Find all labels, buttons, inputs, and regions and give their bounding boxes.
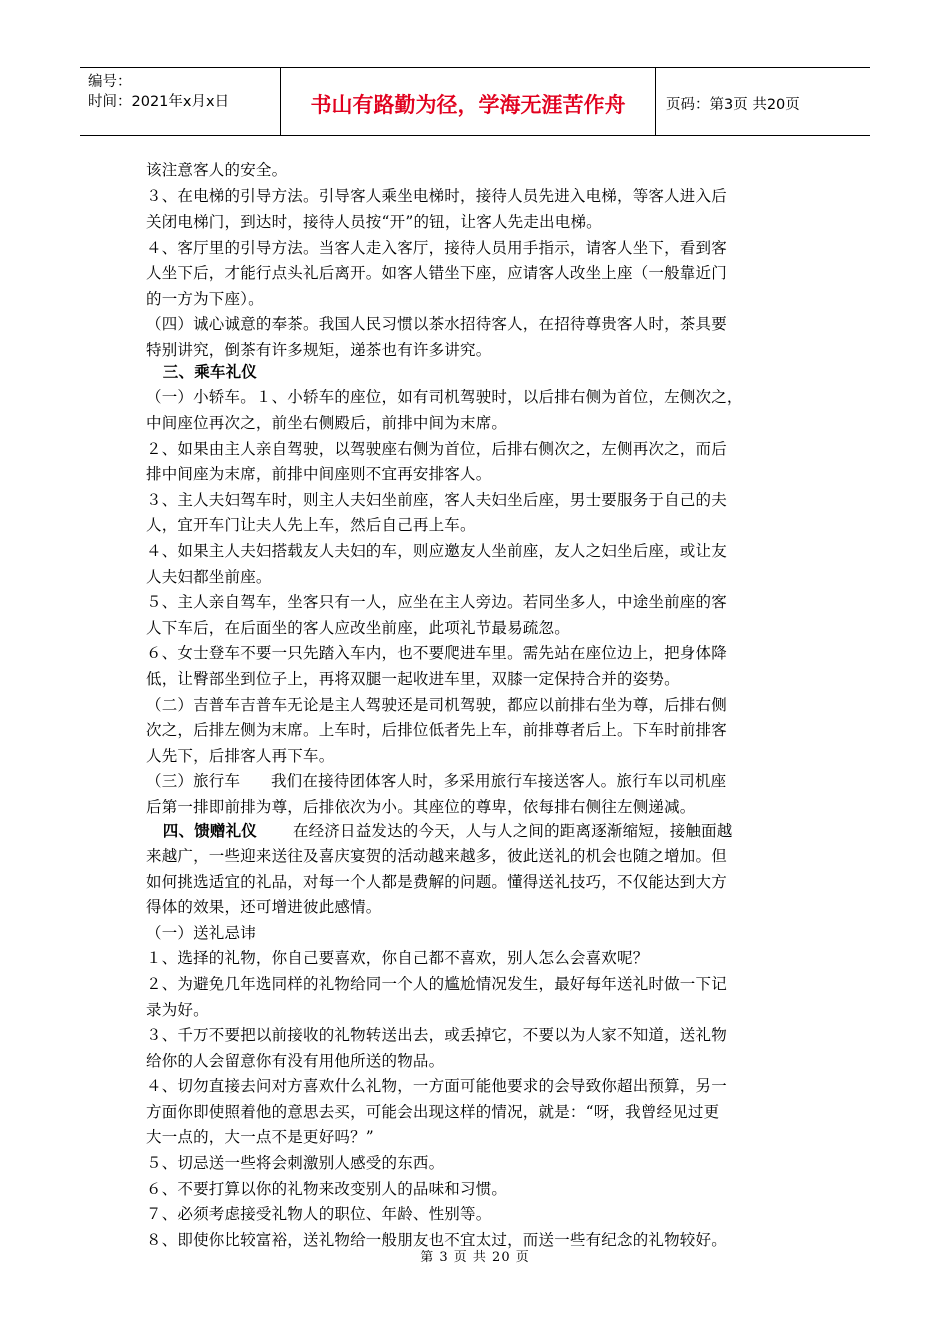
body-line: 得体的效果，还可增进彼此感情。 bbox=[146, 898, 382, 916]
body-line: 如何挑选适宜的礼品，对每一个人都是费解的问题。懂得送礼技巧，不仅能达到大方 bbox=[146, 873, 727, 891]
body-line: ２、如果由主人亲自驾驶，以驾驶座右侧为首位，后排右侧次之，左侧再次之，而后 bbox=[146, 440, 727, 458]
header-page-info: 页码：第3页 共20页 bbox=[666, 97, 800, 113]
body-line: 方面你即使照着他的意思去买，可能会出现这样的情况，就是：“呀，我曾经见过更 bbox=[146, 1103, 720, 1121]
body-line: ３、在电梯的引导方法。引导客人乘坐电梯时，接待人员先进入电梯，等客人进入后 bbox=[146, 187, 727, 205]
body-line: （四）诚心诚意的奉茶。我国人民习惯以茶水招待客人，在招待尊贵客人时，茶具要 bbox=[146, 315, 727, 333]
body-line: 关闭电梯门，到达时，接待人员按“开”的钮，让客人先走出电梯。 bbox=[146, 213, 602, 231]
body-line: ５、切忌送一些将会刺激别人感受的东西。 bbox=[146, 1154, 445, 1172]
page-footer: 第 3 页 共 20 页 bbox=[420, 1250, 530, 1265]
body-line: ４、切勿直接去问对方喜欢什么礼物，一方面可能他要求的会导致你超出预算，另一 bbox=[146, 1077, 727, 1095]
section-heading: 四、馈赠礼仪 bbox=[146, 821, 257, 840]
body-line: 人坐下后，才能行点头礼后离开。如客人错坐下座，应请客人改坐上座（一般靠近门 bbox=[146, 264, 727, 282]
document-number-label: 编号： bbox=[88, 74, 132, 90]
body-line: 来越广，一些迎来送往及喜庆宴贺的活动越来越多，彼此送礼的机会也随之增加。但 bbox=[146, 847, 727, 865]
body-line: ６、不要打算以你的礼物来改变别人的品味和习惯。 bbox=[146, 1180, 508, 1198]
body-line: 排中间座为末席，前排中间座则不宜再安排客人。 bbox=[146, 465, 492, 483]
body-line: 人，宜开车门让夫人先上车，然后自己再上车。 bbox=[146, 516, 476, 534]
body-line: ４、客厅里的引导方法。当客人走入客厅，接待人员用手指示，请客人坐下，看到客 bbox=[146, 239, 727, 257]
body-line: １、选择的礼物，你自己要喜欢，你自己都不喜欢，别人怎么会喜欢呢？ bbox=[146, 949, 649, 967]
gift-intro: 在经济日益发达的今天，人与人之间的距离逐渐缩短，接触面越 bbox=[292, 822, 733, 840]
document-date: 时间：2021年x月x日 bbox=[88, 94, 230, 110]
body-line: 给你的人会留意你有没有用他所送的物品。 bbox=[146, 1052, 445, 1070]
header-motto: 书山有路勤为径，学海无涯苦作舟 bbox=[281, 68, 656, 135]
body-line: ７、必须考虑接受礼物人的职位、年龄、性别等。 bbox=[146, 1205, 492, 1223]
body-line: ３、主人夫妇驾车时，则主人夫妇坐前座，客人夫妇坐后座，男士要服务于自己的夫 bbox=[146, 491, 727, 509]
body-line: 人先下，后排客人再下车。 bbox=[146, 747, 335, 765]
body-line: ６、女士登车不要一只先踏入车内，也不要爬进车里。需先站在座位边上，把身体降 bbox=[146, 644, 727, 662]
body-line: ３、千万不要把以前接收的礼物转送出去，或丢掉它，不要以为人家不知道，送礼物 bbox=[146, 1026, 727, 1044]
section-heading: 三、乘车礼仪 bbox=[146, 362, 257, 381]
body-line: 后第一排即前排为尊，后排依次为小。其座位的尊卑，依每排右侧往左侧递减。 bbox=[146, 798, 696, 816]
body-line: ５、主人亲自驾车，坐客只有一人，应坐在主人旁边。若同坐多人，中途坐前座的客 bbox=[146, 593, 727, 611]
body-line: 的一方为下座）。 bbox=[146, 290, 264, 308]
inline-gap bbox=[257, 822, 293, 840]
body-line: （一）送礼忌讳 bbox=[146, 924, 256, 942]
body-line: 特别讲究，倒茶有许多规矩，递茶也有许多讲究。 bbox=[146, 341, 492, 359]
body-line: 人夫妇都坐前座。 bbox=[146, 568, 272, 586]
body-line: ８、即使你比较富裕，送礼物给一般朋友也不宜太过，而送一些有纪念的礼物较好。 bbox=[146, 1231, 727, 1249]
body-line: 中间座位再次之，前坐右侧殿后，前排中间为末席。 bbox=[146, 414, 508, 432]
body-line: 大一点的，大一点不是更好吗？” bbox=[146, 1128, 374, 1146]
body-line: 低，让臀部坐到位子上，再将双腿一起收进车里，双膝一定保持合并的姿势。 bbox=[146, 670, 680, 688]
body-line: （三）旅行车 我们在接待团体客人时，多采用旅行车接送客人。旅行车以司机座 bbox=[146, 772, 727, 790]
body-line: 录为好。 bbox=[146, 1001, 209, 1019]
body-line: 次之，后排左侧为末席。上车时，后排位低者先上车，前排尊者后上。下车时前排客 bbox=[146, 721, 727, 739]
body-line: （二）吉普车吉普车无论是主人驾驶还是司机驾驶，都应以前排右坐为尊，后排右侧 bbox=[146, 696, 727, 714]
body-line: 该注意客人的安全。 bbox=[146, 161, 288, 179]
body-line: 人下车后，在后面坐的客人应改坐前座，此项礼节最易疏忽。 bbox=[146, 619, 570, 637]
body-line: ４、如果主人夫妇搭载友人夫妇的车，则应邀友人坐前座，友人之妇坐后座，或让友 bbox=[146, 542, 727, 560]
body-line: （一）小轿车。１、小轿车的座位，如有司机驾驶时，以后排右侧为首位，左侧次之， bbox=[146, 388, 743, 406]
section-heading-line bbox=[146, 821, 733, 841]
body-line: ２、为避免几年选同样的礼物给同一个人的尴尬情况发生，最好每年送礼时做一下记 bbox=[146, 975, 727, 993]
